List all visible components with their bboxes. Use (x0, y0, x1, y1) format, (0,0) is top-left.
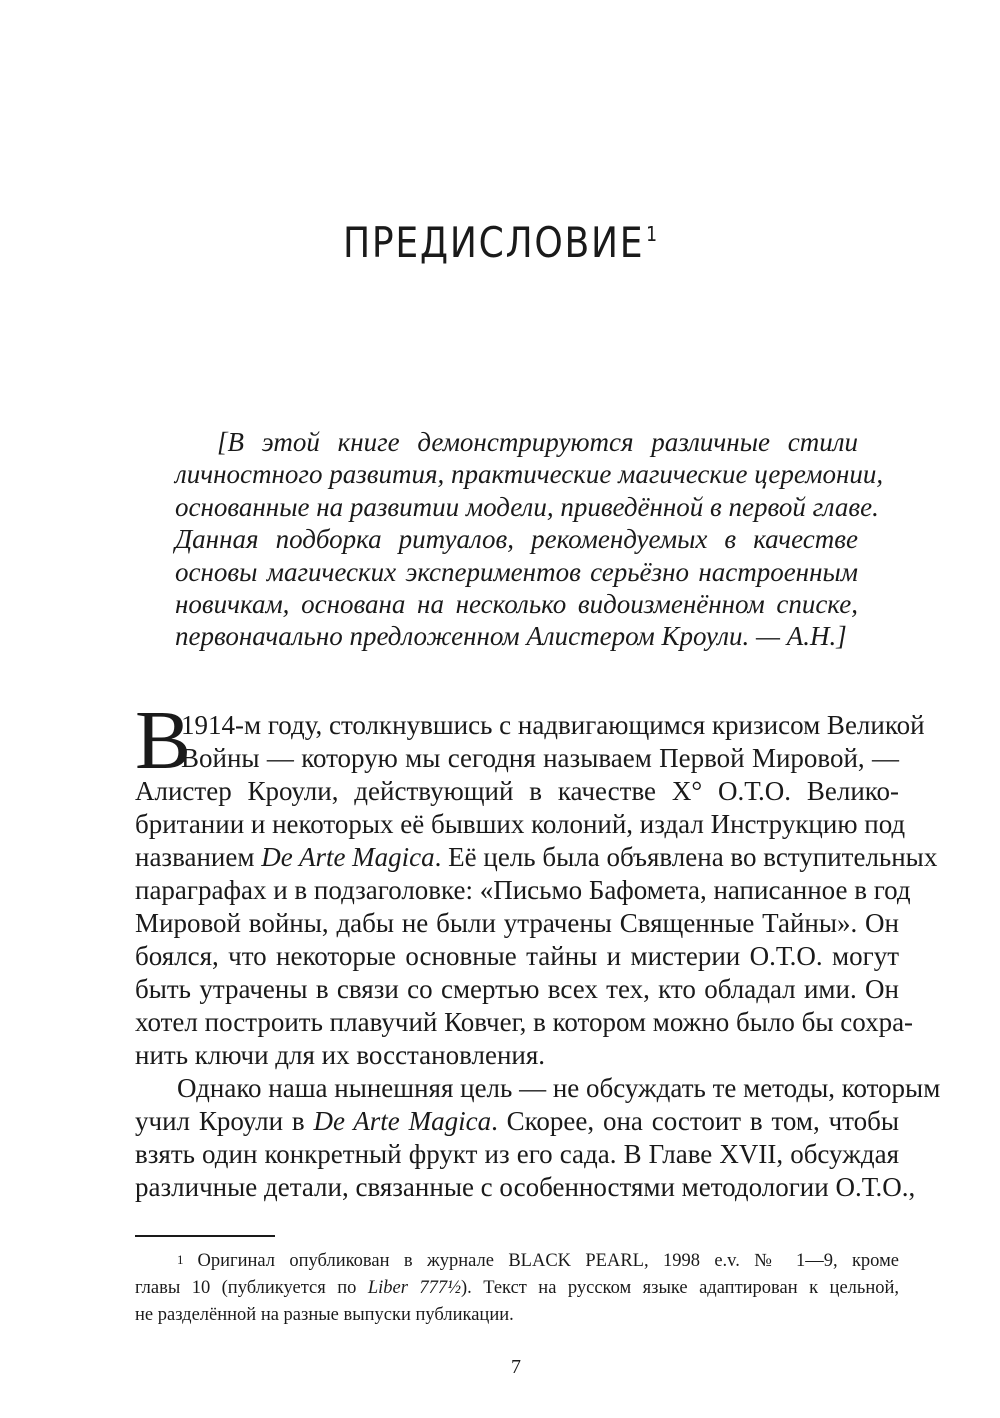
paragraph-1-line: британии и некоторых её бывших колоний, издал Инструкцию под (135, 809, 906, 839)
epigraph (175, 426, 884, 653)
paragraph-2-line (135, 1105, 899, 1138)
epigraph-line: личностного развития, практические магические церемонии, (175, 459, 884, 490)
paragraph-1-line: боялся, что некоторые основные тайны и мистерии О.Т.О. могут (135, 941, 899, 971)
drop-cap: В (135, 694, 192, 787)
epigraph-line: основы магических экспериментов серьёзно настроенным (175, 556, 858, 587)
paragraph-1-line (135, 841, 938, 874)
text-run: . Скорее, она состоит в том, чтобы (491, 1106, 899, 1136)
paragraph-1-line: хотел построить плавучий Ковчег, в котором можно было бы сохра- (135, 1007, 914, 1037)
epigraph-line: Данная подборка ритуалов, рекомендуемых в качестве (175, 524, 858, 555)
epigraph-line: [В этой книге демонстрируются различные стили (217, 427, 858, 457)
paragraph-1-line: 1914-м году, столкнувшись с надвигающимся кризисом Великой (181, 710, 925, 740)
page-number: 7 (511, 1356, 521, 1378)
footnote-line (135, 1248, 899, 1275)
text-run: Оригинал опубликован в журнале BLACK PEARL, 1998 e.v. № 1—9, кроме (197, 1251, 899, 1271)
paragraph-1-line: быть утрачены в связи со смертью всех тех, кто обладал ими. Он (135, 974, 899, 1004)
body-text (135, 709, 941, 1204)
paragraph-2-line: различные детали, связанные с особенностями методологии О.Т.О., (135, 1172, 916, 1202)
paragraph-2-line: взять один конкретный фрукт из его сада. В Главе XVII, обсуждая (135, 1139, 899, 1169)
text-run: . Её цель была объявлена во вступительных (434, 842, 938, 872)
footnote (135, 1248, 899, 1329)
text-run: названием (135, 842, 262, 872)
paragraph-2-line: Однако наша нынешняя цель — не обсуждать те методы, которым (177, 1073, 941, 1103)
text-run: ). Текст на русском языке адаптирован к цельной, (461, 1278, 899, 1298)
footnote-line: не разделённой на разные выпуски публикации. (135, 1305, 514, 1325)
book-title-liber-777: Liber 777½ (367, 1278, 461, 1298)
footnote-line (135, 1275, 899, 1302)
book-title-de-arte-magica: De Arte Magica (261, 842, 435, 872)
text-run: учил Кроули в (135, 1106, 314, 1136)
footnote-mark: 1 (177, 1252, 184, 1267)
paragraph-1-line: Алистер Кроули, действующий в качестве X° О.Т.О. Велико- (135, 776, 899, 806)
chapter-title (70, 218, 930, 267)
paragraph-1-line: Мировой войны, дабы не были утрачены Священные Тайны». Он (135, 908, 899, 938)
paragraph-1-line: Войны — которую мы сегодня называем Первой Мировой, — (181, 743, 899, 773)
epigraph-line: первоначально предложенном Алистером Кроули. — А.Н.] (175, 621, 847, 652)
paragraph-1-line: нить ключи для их восстановления. (135, 1040, 546, 1070)
book-title-de-arte-magica: De Arte Magica (313, 1106, 492, 1136)
paragraph-1-line: параграфах и в подзаголовке: «Письмо Бафомета, написанное в год (135, 875, 911, 905)
footnote-divider (135, 1235, 275, 1237)
epigraph-line: новичкам, основана на несколько видоизменённом списке, (175, 589, 858, 620)
title-footnote-ref[interactable]: 1 (646, 222, 658, 247)
text-run: главы 10 (публикуется по (135, 1278, 368, 1298)
epigraph-line: основанные на развитии модели, приведённой в первой главе. (175, 491, 879, 522)
chapter-title-text: ПРЕДИСЛОВИЕ (342, 218, 645, 268)
